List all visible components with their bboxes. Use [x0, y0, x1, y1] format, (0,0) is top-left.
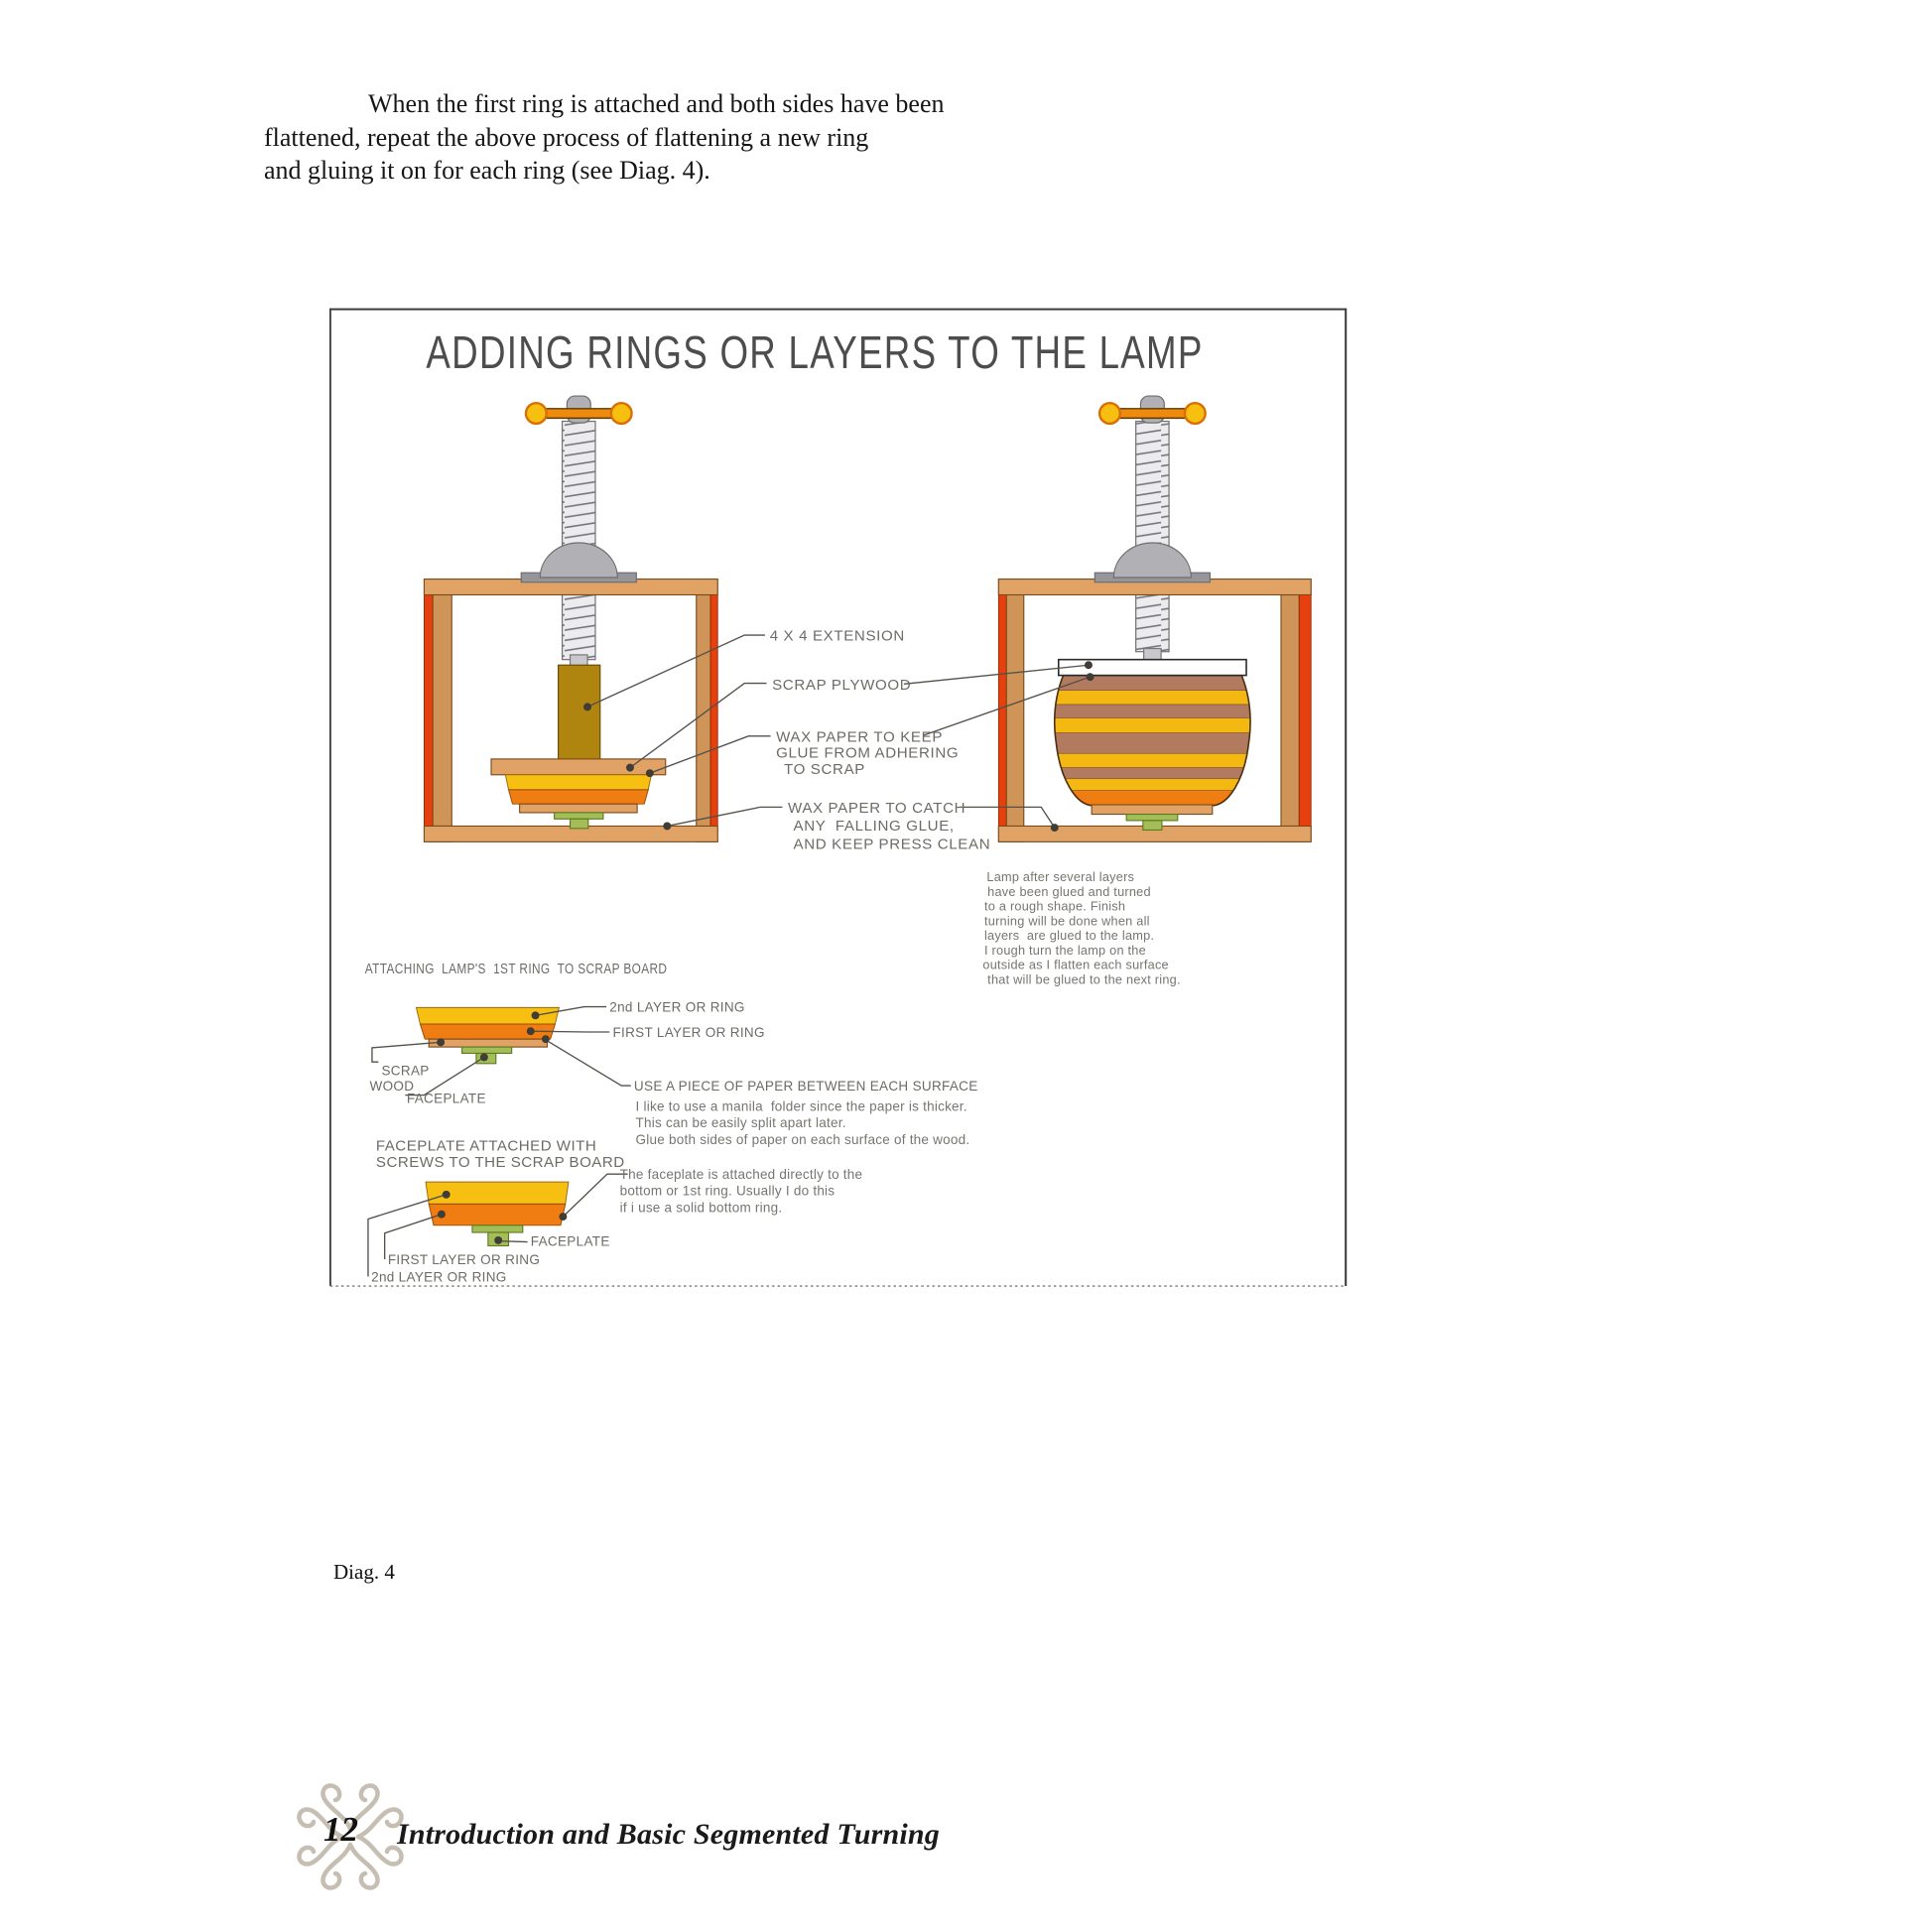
faceplate-heading-1: FACEPLATE ATTACHED WITH — [375, 1137, 597, 1155]
lamp-caption-line: layers are glued to the lamp. — [984, 927, 1155, 943]
fp-faceplate-flange — [472, 1225, 523, 1232]
diagram-figure — [329, 303, 1609, 1534]
use-paper-heading: USE A PIECE OF PAPER BETWEEN EACH SURFACE — [633, 1078, 978, 1094]
lamp-caption-line: Lamp after several layers — [986, 869, 1135, 885]
right-press-scrap-board — [1092, 805, 1213, 815]
page-number: 12 — [323, 1810, 358, 1849]
label-first-layer: FIRST LAYER OR RING — [612, 1024, 765, 1040]
use-paper-line: I like to use a manila folder since the paper is thicker. — [635, 1098, 967, 1114]
lamp-layers — [1046, 676, 1259, 806]
fp-ring-1st — [429, 1204, 566, 1224]
use-paper-line: Glue both sides of paper on each surface of the wood. — [635, 1131, 970, 1147]
right-press — [998, 396, 1311, 841]
left-press-handle-ball-right — [611, 403, 632, 424]
label-scrap-wood-2: WOOD — [369, 1078, 415, 1094]
diagram-title: ADDING RINGS OR LAYERS TO THE LAMP — [426, 326, 1204, 379]
use-paper-note — [634, 1079, 978, 1147]
label-scrap-plywood: SCRAP PLYWOOD — [772, 676, 912, 694]
use-paper-line: This can be easily split apart later. — [635, 1115, 846, 1131]
right-press-upper-screw — [1136, 422, 1169, 548]
figure-caption: Diag. 4 — [333, 1560, 395, 1584]
intro-paragraph — [264, 87, 1078, 188]
right-press-faceplate-stem — [1143, 821, 1162, 831]
left-press-faceplate-flange — [555, 813, 603, 819]
left-press-right-red-strip — [710, 580, 717, 842]
label-faceplate-1: FACEPLATE — [406, 1091, 486, 1106]
left-press-lower-screw — [563, 588, 595, 660]
intro-line-3: and gluing it on for each ring (see Diag. 4). — [264, 156, 710, 185]
left-press — [424, 396, 717, 841]
label-faceplate-2: FACEPLATE — [530, 1233, 610, 1249]
faceplate-section — [368, 1137, 862, 1284]
left-press-upper-screw — [563, 422, 595, 548]
right-press-handle-ball-left — [1099, 403, 1120, 424]
left-press-4x4-extension — [559, 665, 600, 759]
left-press-ring-2nd — [505, 775, 651, 790]
right-press-faceplate-flange — [1126, 815, 1178, 821]
footer-chapter-title: Introduction and Basic Segmented Turning — [397, 1818, 941, 1851]
left-press-left-red-strip — [424, 580, 433, 842]
fp-note-line: if i use a solid bottom ring. — [619, 1200, 783, 1216]
label-4x4-extension: 4 X 4 EXTENSION — [769, 627, 905, 645]
intro-line-1: When the first ring is attached and both sides have been — [368, 89, 945, 118]
lamp-caption-line: to a rough shape. Finish — [984, 898, 1126, 914]
label-2nd-layer: 2nd LAYER OR RING — [609, 999, 745, 1015]
label-wax-keep-3: TO SCRAP — [784, 760, 866, 778]
lamp-caption-line: turning will be done when all — [984, 913, 1150, 929]
right-press-dome — [1113, 543, 1191, 578]
right-press-lower-screw — [1136, 588, 1169, 652]
left-press-dome — [540, 543, 617, 578]
lamp-caption — [982, 869, 1180, 986]
left-press-handle-ball-left — [526, 403, 547, 424]
label-wax-catch-3: AND KEEP PRESS CLEAN — [793, 836, 991, 853]
left-press-ring-1st — [509, 790, 649, 804]
fp-note-line: bottom or 1st ring. Usually I do this — [619, 1183, 836, 1199]
left-press-left-upright — [433, 580, 451, 842]
intro-line-2: flattened, repeat the above process of flattening a new ring — [264, 122, 869, 152]
label-wax-keep-2: GLUE FROM ADHERING — [776, 744, 960, 762]
lamp-caption-line: that will be glued to the next ring. — [987, 971, 1181, 987]
right-press-left-upright — [1006, 580, 1023, 842]
right-press-handle-ball-right — [1185, 403, 1206, 424]
lamp-caption-line: outside as I flatten each surface — [982, 957, 1169, 972]
label-fp-2nd-layer: 2nd LAYER OR RING — [371, 1269, 507, 1285]
attach-faceplate-flange — [462, 1047, 512, 1053]
label-wax-catch-1: WAX PAPER TO CATCH — [788, 799, 966, 817]
right-press-left-red-strip — [998, 580, 1006, 842]
label-wax-keep-1: WAX PAPER TO KEEP — [776, 728, 944, 746]
label-fp-first-layer: FIRST LAYER OR RING — [387, 1251, 541, 1267]
label-wax-catch-2: ANY FALLING GLUE, — [793, 818, 955, 836]
label-scrap-wood-1: SCRAP — [381, 1063, 430, 1079]
fp-note-line: The faceplate is attached directly to the — [619, 1166, 863, 1182]
center-labels — [770, 628, 991, 853]
left-press-faceplate-stem — [571, 819, 588, 829]
lamp-caption-line: I rough turn the lamp on the — [984, 943, 1146, 959]
right-press-right-upright — [1281, 580, 1299, 842]
lamp-caption-line: have been glued and turned — [987, 884, 1151, 900]
attach-scrap-board — [429, 1039, 547, 1047]
faceplate-heading-2: SCREWS TO THE SCRAP BOARD — [375, 1153, 625, 1171]
left-press-scrap-board — [520, 804, 637, 813]
right-press-right-red-strip — [1299, 580, 1311, 842]
attaching-heading: ATTACHING LAMP'S 1ST RING TO SCRAP BOARD — [364, 961, 668, 978]
